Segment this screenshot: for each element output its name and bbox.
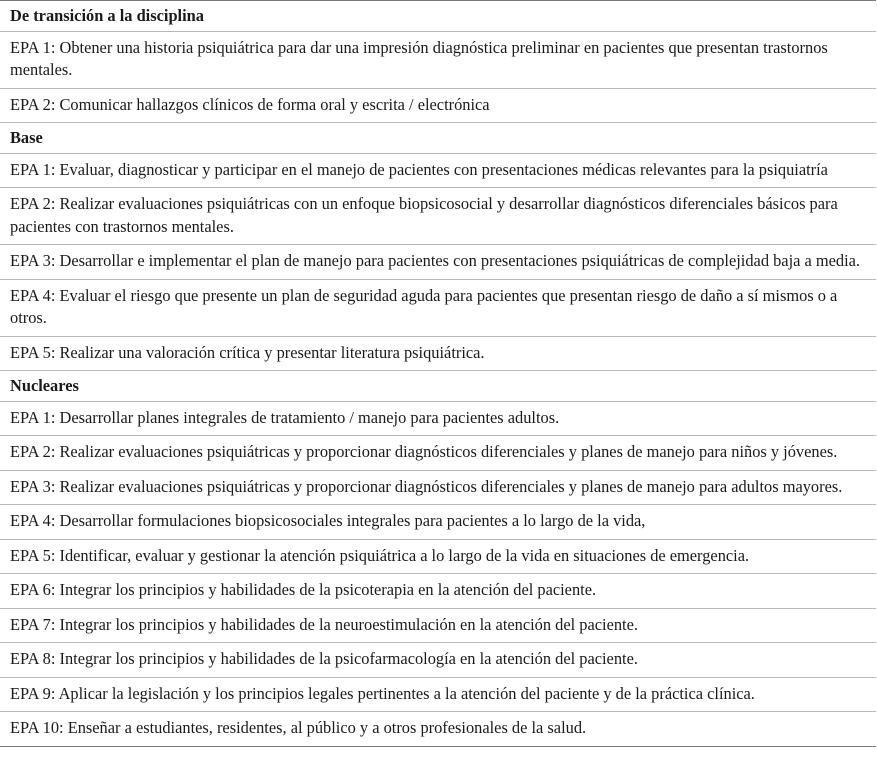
epa-item: EPA 4: Desarrollar formulaciones biopsicosociales integrales para pacientes a lo largo de la vida, xyxy=(0,504,876,539)
epa-item: EPA 2: Realizar evaluaciones psiquiátricas con un enfoque biopsicosocial y desarrollar diagnósticos diferenciales básicos para pacientes con trastornos mentales. xyxy=(0,187,876,244)
epa-item: EPA 1: Obtener una historia psiquiátrica para dar una impresión diagnóstica preliminar en pacientes que presentan trastornos mentales. xyxy=(0,31,876,88)
epa-item: EPA 5: Identificar, evaluar y gestionar la atención psiquiátrica a lo largo de la vida en situaciones de emergencia. xyxy=(0,539,876,574)
epa-item: EPA 4: Evaluar el riesgo que presente un plan de seguridad aguda para pacientes que presentan riesgo de daño a sí mismos o a otros. xyxy=(0,279,876,336)
section-heading: Base xyxy=(0,122,876,153)
epa-item: EPA 2: Realizar evaluaciones psiquiátricas y proporcionar diagnósticos diferenciales y planes de manejo para niños y jóvenes. xyxy=(0,435,876,470)
epa-item: EPA 6: Integrar los principios y habilidades de la psicoterapia en la atención del paciente. xyxy=(0,573,876,608)
epa-item: EPA 2: Comunicar hallazgos clínicos de forma oral y escrita / electrónica xyxy=(0,88,876,123)
epa-item: EPA 10: Enseñar a estudiantes, residentes, al público y a otros profesionales de la salud. xyxy=(0,711,876,746)
section-heading: De transición a la disciplina xyxy=(10,6,204,25)
epa-item: EPA 3: Realizar evaluaciones psiquiátricas y proporcionar diagnósticos diferenciales y planes de manejo para adultos mayores. xyxy=(0,470,876,505)
section-heading: Nucleares xyxy=(0,370,876,401)
epa-item: EPA 3: Desarrollar e implementar el plan de manejo para pacientes con presentaciones psiquiátricas de complejidad baja a media. xyxy=(0,244,876,279)
epa-item: EPA 8: Integrar los principios y habilidades de la psicofarmacología en la atención del paciente. xyxy=(0,642,876,677)
epa-item: EPA 5: Realizar una valoración crítica y presentar literatura psiquiátrica. xyxy=(0,336,876,371)
epa-item: EPA 9: Aplicar la legislación y los principios legales pertinentes a la atención del paciente y de la práctica clínica. xyxy=(0,677,876,712)
epa-item: EPA 1: Evaluar, diagnosticar y participar en el manejo de pacientes con presentaciones médicas relevantes para la psiquiatría xyxy=(0,153,876,188)
epa-item: EPA 7: Integrar los principios y habilidades de la neuroestimulación en la atención del paciente. xyxy=(0,608,876,643)
epa-item: EPA 1: Desarrollar planes integrales de tratamiento / manejo para pacientes adultos. xyxy=(0,401,876,436)
